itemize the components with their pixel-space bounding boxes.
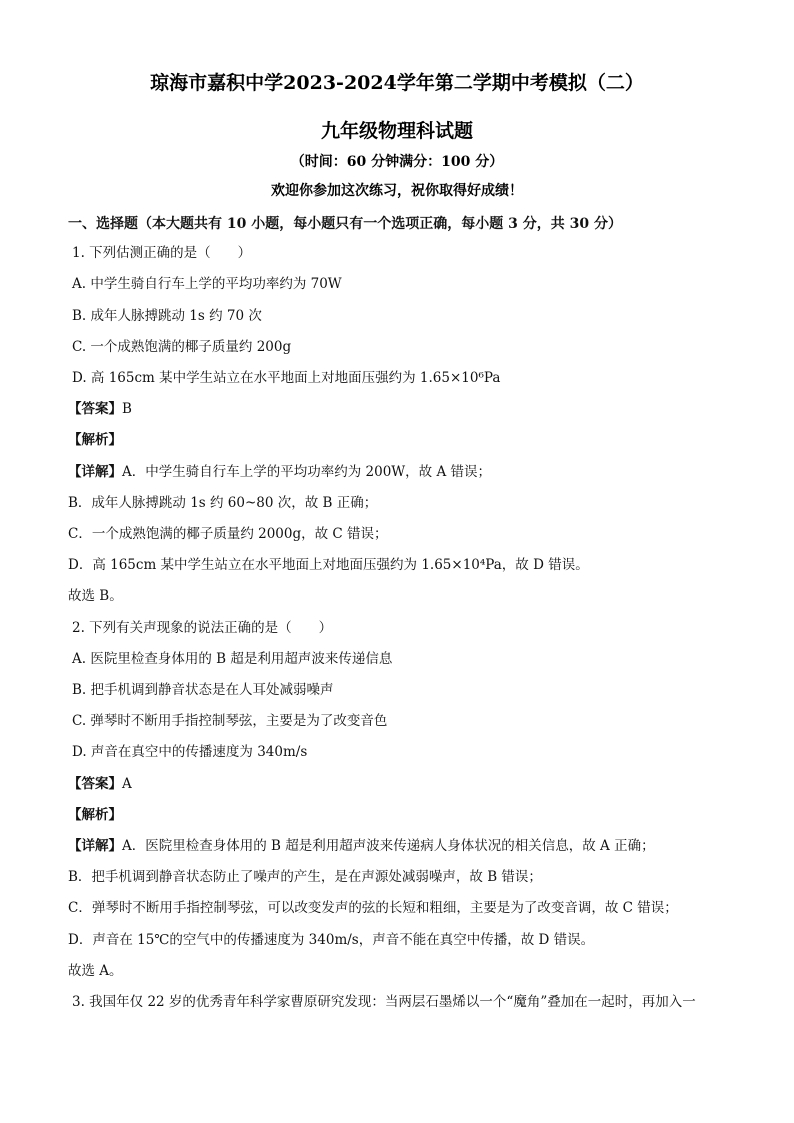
- question-2-detail: D．声音在 15℃的空气中的传播速度为 340m/s，声音不能在真空中传播，故 D 错误。: [68, 932, 595, 948]
- welcome-text: 欢迎你参加这次练习，祝你取得好成绩！: [271, 183, 523, 199]
- question-1-option-b: B. 成年人脉搏跳动 1s 约 70 次: [72, 308, 262, 324]
- question-2-answer: 【答案】A: [68, 776, 132, 792]
- question-2-option-c: C. 弹琴时不断用手指控制琴弦，主要是为了改变音色: [72, 713, 388, 729]
- question-1-analysis-label: 【解析】: [68, 432, 122, 448]
- question-1-option-a: A. 中学生骑自行车上学的平均功率约为 70W: [72, 276, 342, 292]
- exam-title: 琼海市嘉积中学2023-2024学年第二学期中考模拟（二）: [150, 72, 644, 94]
- question-2-analysis-label: 【解析】: [68, 807, 122, 823]
- question-2-detail: 【详解】A．医院里检查身体用的 B 超是利用超声波来传递病人身体状况的相关信息，故 A 正确；: [68, 838, 655, 854]
- question-2-option-d: D. 声音在真空中的传播速度为 340m/s: [72, 744, 308, 760]
- question-1-detail: D．高 165cm 某中学生站立在水平地面上对地面压强约为 1.65×10⁴Pa，故 D 错误。: [68, 557, 589, 573]
- exam-subtitle: 九年级物理科试题: [320, 120, 473, 142]
- question-2-detail: C．弹琴时不断用手指控制琴弦，可以改变发声的弦的长短和粗细，主要是为了改变音调，故 C 错误；: [68, 900, 678, 916]
- question-2-conclusion: 故选 A。: [68, 963, 123, 979]
- time-info: （时间：60 分钟满分：100 分）: [290, 154, 504, 170]
- question-2-detail: B．把手机调到静音状态防止了噪声的产生，是在声源处减弱噪声，故 B 错误；: [68, 869, 542, 885]
- question-1-option-c: C. 一个成熟饱满的椰子质量约 200g: [72, 339, 292, 355]
- question-3-stem: 3. 我国年仅 22 岁的优秀青年科学家曹原研究发现：当两层石墨烯以一个“魔角”叠加在一起时，再加入一: [72, 994, 696, 1010]
- question-2-option-b: B. 把手机调到静音状态是在人耳处减弱噪声: [72, 682, 334, 698]
- question-1-conclusion: 故选 B。: [68, 588, 123, 604]
- question-1-option-d: D. 高 165cm 某中学生站立在水平地面上对地面压强约为 1.65×10⁶Pa: [72, 370, 501, 386]
- question-1-answer: 【答案】B: [68, 401, 132, 417]
- question-1-stem: 1. 下列估测正确的是（ ）: [72, 245, 252, 261]
- section-heading: 一、选择题（本大题共有 10 小题，每小题只有一个选项正确，每小题 3 分，共 30 分）: [68, 216, 622, 232]
- question-2-stem: 2. 下列有关声现象的说法正确的是（ ）: [72, 620, 333, 636]
- question-1-detail: B．成年人脉搏跳动 1s 约 60~80 次，故 B 正确；: [68, 495, 378, 511]
- question-2-option-a: A. 医院里检查身体用的 B 超是利用超声波来传递信息: [72, 651, 393, 667]
- question-1-detail: C．一个成熟饱满的椰子质量约 2000g，故 C 错误；: [68, 526, 388, 542]
- question-1-detail: 【详解】A．中学生骑自行车上学的平均功率约为 200W，故 A 错误；: [68, 464, 492, 480]
